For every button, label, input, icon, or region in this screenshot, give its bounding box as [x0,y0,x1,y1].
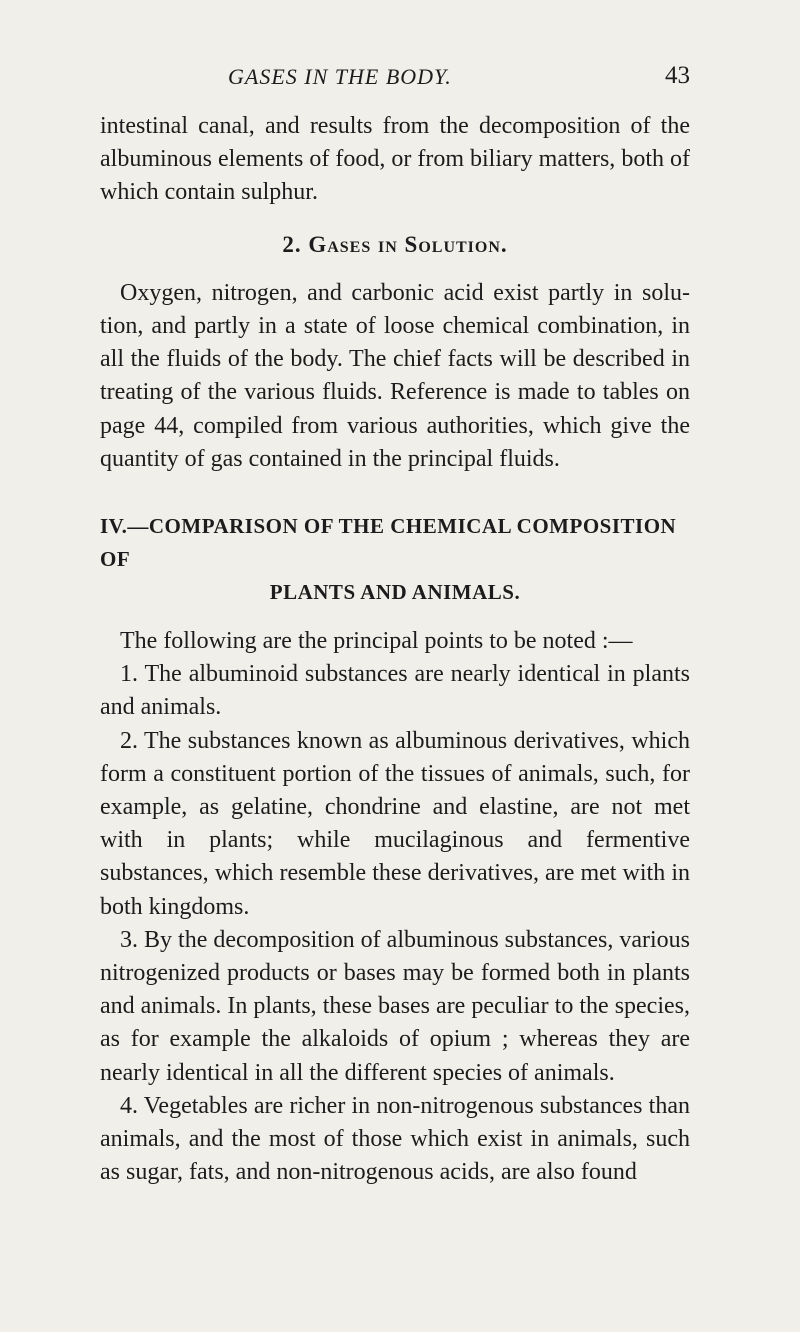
running-head [100,58,690,98]
body-text [100,110,690,1189]
intro-paragraph: The following are the principal points to be noted :— [120,628,633,655]
section-heading-gases-in-solution: 2. Gases in Solution. [282,231,508,257]
running-title: GASES IN THE BODY. [228,64,452,89]
list-item-3: 3. By the decomposition of albuminous substances, various nitrogenized products or bases may be formed both in plants and animals. In plants, these bases are peculiar to the species, as for example the alkaloids of opium ; whereas they are nearly identical in all the different species of animals. [100,926,690,1086]
list-item-2: 2. The substances known as albuminous derivatives, which form a constituent portion of the tissues of animals, such, for example, as gelatine, chondrine and elastine, are not met with in plants; while mucilaginous and fermentive substances, which resemble these derivatives, are met with in both kingdoms. [100,727,690,920]
section-heading-line-2: PLANTS AND ANIMALS. [269,580,521,605]
page-number: 43 [665,62,690,89]
section-heading-line-1: IV.—COMPARISON OF THE CHEMICAL COMPOSITION OF [100,514,677,572]
section-heading-comparison [100,510,690,609]
list-item-1: 1. The albuminoid substances are nearly identical in plants and animals. [100,661,690,721]
continuation-paragraph: intestinal canal, and results from the decomposition of the albuminous elements of food, or from biliary matters, both of which contain sulphur. [100,113,690,206]
gases-paragraph: Oxygen, nitrogen, and carbonic acid exist partly in solution, and partly in a state of loose chemical combination, in all the fluids of the body. The chief facts will be described in treating of the various fluids. Reference is made to tables on page 44, compiled from various authorities, which give the quantity of gas contained in the principal fluids. [100,279,690,472]
list-item-4: 4. Vegetables are richer in non-nitrogenous substances than animals, and the most of those which exist in animals, such as sugar, fats, and non-nitrogenous acids, are also found [100,1092,690,1186]
